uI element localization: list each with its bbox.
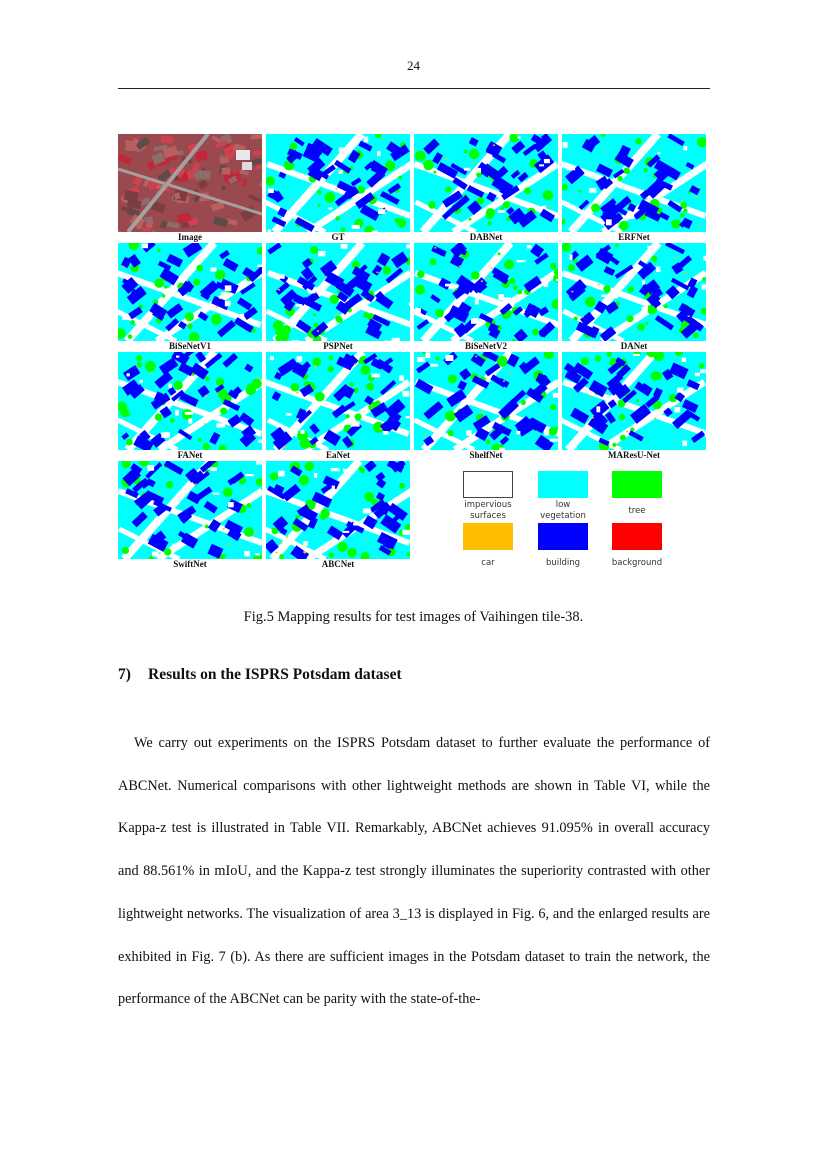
segmentation-map <box>414 352 558 450</box>
panel-label: PSPNet <box>266 341 410 351</box>
panel-label: Image <box>118 232 262 242</box>
legend-item <box>607 523 667 568</box>
figure-panel <box>118 352 262 460</box>
section-heading <box>118 666 402 684</box>
panel-label: FANet <box>118 450 262 460</box>
figure-caption: Fig.5 Mapping results for test images of Vaihingen tile-38. <box>243 609 584 625</box>
paragraph: We carry out experiments on the ISPRS Potsdam dataset to further evaluate the performance of ABCNet. Numerical comparisons with other lightweight methods are shown in Table VI, while the Kappa-z test is illustrated in Table VII. Remarkably, ABCNet achieves 91.095% in overall accuracy and 88.561% in mIoU, and the Kappa-z test strongly illuminates the superiority contrasted with other lightweight networks. The visualization of area 3_13 is displayed in Fig. 6, and the enlarged results are exhibited in Fig. 7 (b). As there are sufficient images in the Potsdam dataset to train the network, the performance of the ABCNet can be parity with the state-of-the- <box>118 735 710 1008</box>
panel-label: MAResU-Net <box>562 450 706 460</box>
figure-panel <box>562 352 706 460</box>
figure-panel <box>414 243 558 351</box>
segmentation-map <box>562 134 706 232</box>
figure-panel <box>118 134 262 242</box>
segmentation-map <box>266 461 410 559</box>
page-number: 24 <box>407 58 420 73</box>
legend-label: tree <box>628 506 646 516</box>
figure <box>118 134 710 574</box>
input-image <box>118 134 262 232</box>
legend-swatch <box>612 471 662 498</box>
panel-label: GT <box>266 232 410 242</box>
segmentation-map <box>562 243 706 341</box>
figure-panel <box>266 352 410 460</box>
panel-label: ShelfNet <box>414 450 558 460</box>
segmentation-map <box>118 461 262 559</box>
legend-item <box>458 471 518 521</box>
figure-panel <box>266 461 410 569</box>
legend-item <box>533 471 593 521</box>
legend-swatch <box>612 523 662 550</box>
segmentation-map <box>266 243 410 341</box>
header-rule <box>118 88 710 89</box>
figure-panel <box>266 243 410 351</box>
figure-panel <box>562 134 706 242</box>
legend-label: impervious surfaces <box>464 500 512 521</box>
legend-swatch <box>538 523 588 550</box>
figure-panel <box>118 243 262 351</box>
legend-item <box>458 523 518 568</box>
body-text <box>118 722 710 1021</box>
segmentation-map <box>118 352 262 450</box>
segmentation-map <box>118 243 262 341</box>
panel-label: EaNet <box>266 450 410 460</box>
figure-panel <box>562 243 706 351</box>
panel-label: DABNet <box>414 232 558 242</box>
figure-panel <box>414 134 558 242</box>
legend-item <box>607 471 667 516</box>
segmentation-map <box>414 243 558 341</box>
legend-label: building <box>545 558 581 568</box>
legend-label: car <box>481 558 495 568</box>
segmentation-map <box>414 134 558 232</box>
panel-label: BiSeNetV1 <box>118 341 262 351</box>
panel-label: SwiftNet <box>118 559 262 569</box>
figure-panel <box>118 461 262 569</box>
panel-label: DANet <box>562 341 706 351</box>
legend-swatch <box>538 471 588 498</box>
panel-label: ABCNet <box>266 559 410 569</box>
legend-label: background <box>611 558 663 568</box>
section-number: 7) <box>118 666 131 683</box>
segmentation-map <box>266 352 410 450</box>
section-title: Results on the ISPRS Potsdam dataset <box>148 666 402 683</box>
panel-label: ERFNet <box>562 232 706 242</box>
legend-label: low vegetation <box>540 500 586 521</box>
segmentation-map <box>266 134 410 232</box>
legend-item <box>533 523 593 568</box>
legend-swatch <box>463 471 513 498</box>
figure-panel <box>266 134 410 242</box>
legend-swatch <box>463 523 513 550</box>
segmentation-map <box>562 352 706 450</box>
figure-panel <box>414 352 558 460</box>
panel-label: BiSeNetV2 <box>414 341 558 351</box>
